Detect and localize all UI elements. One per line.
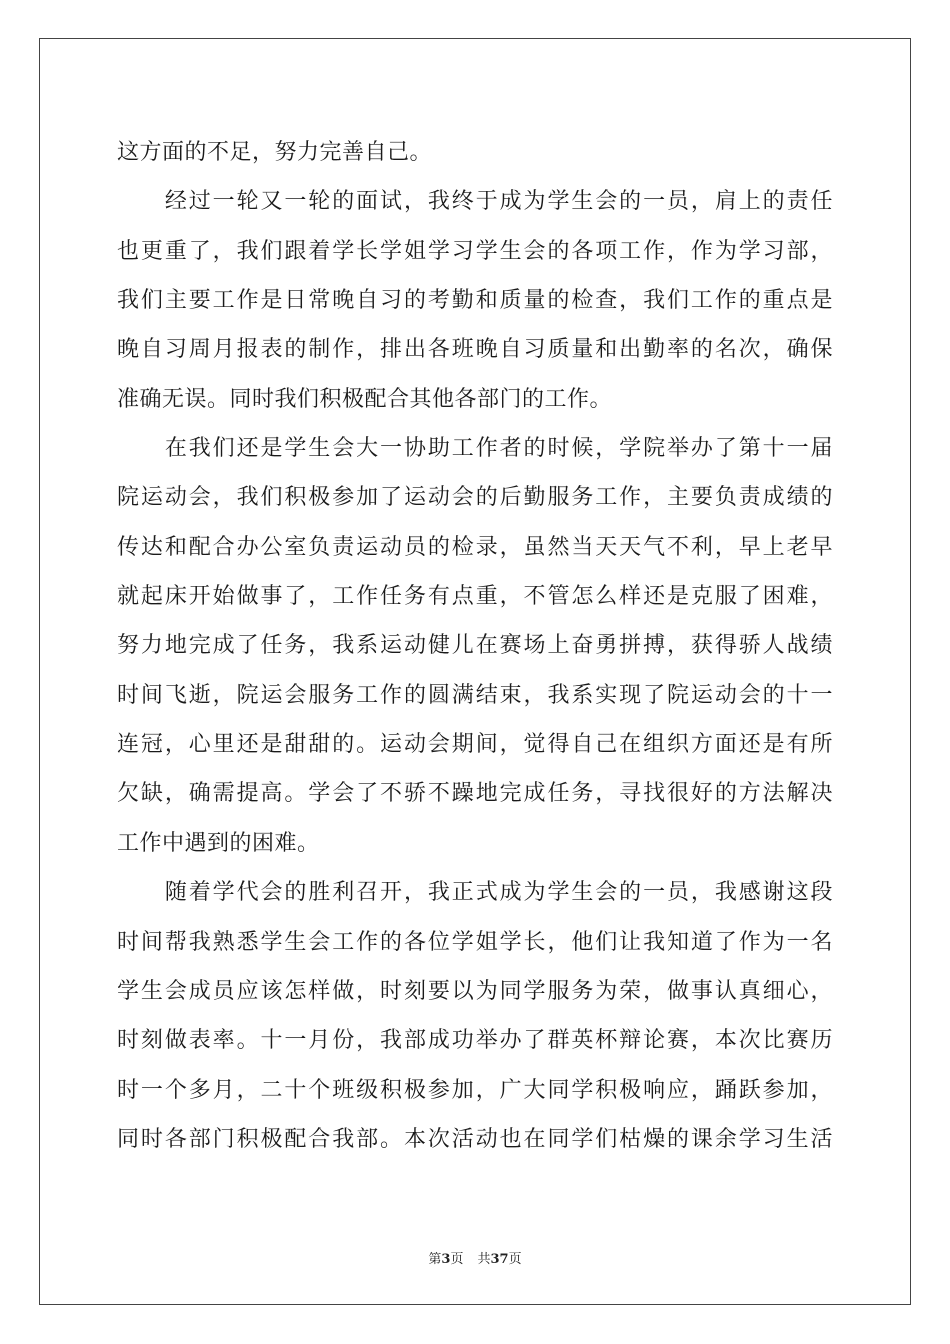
page-footer <box>0 1248 950 1267</box>
text-line: 我们主要工作是日常晚自习的考勤和质量的检查，我们工作的重点是 <box>117 288 833 314</box>
total-suffix: 页 <box>508 1252 522 1267</box>
text-line: 院运动会，我们积极参加了运动会的后勤服务工作，主要负责成绩的 <box>117 485 833 511</box>
total-prefix: 共 <box>477 1252 491 1267</box>
text-line: 这方面的不足，努力完善自己。 <box>117 140 433 165</box>
document-body <box>117 128 833 1164</box>
text-line: 时刻做表率。十一月份，我部成功举办了群英杯辩论赛，本次比赛历 <box>117 1028 833 1054</box>
text-line: 也更重了，我们跟着学长学姐学习学生会的各项工作，作为学习部， <box>117 238 833 264</box>
text-line: 时间飞逝，院运会服务工作的圆满结束，我系实现了院运动会的十一 <box>117 682 833 708</box>
text-line: 工作中遇到的困难。 <box>117 830 320 856</box>
text-line: 随着学代会的胜利召开，我正式成为学生会的一员，我感谢这段 <box>117 880 833 906</box>
text-line: 经过一轮又一轮的面试，我终于成为学生会的一员，肩上的责任 <box>117 189 833 215</box>
text-line: 努力地完成了任务，我系运动健儿在赛场上奋勇拼搏，获得骄人战绩 <box>117 633 833 659</box>
text-line: 就起床开始做事了，工作任务有点重，不管怎么样还是克服了困难， <box>117 584 833 610</box>
text-line: 时间帮我熟悉学生会工作的各位学姐学长，他们让我知道了作为一名 <box>117 929 833 955</box>
page-suffix: 页 <box>450 1252 464 1267</box>
text-line: 时一个多月，二十个班级积极参加，广大同学积极响应，踊跃参加， <box>117 1077 833 1103</box>
text-line: 在我们还是学生会大一协助工作者的时候，学院举办了第十一届 <box>117 436 833 462</box>
text-line: 学生会成员应该怎样做，时刻要以为同学服务为荣，做事认真细心， <box>117 978 833 1004</box>
text-line: 连冠，心里还是甜甜的。运动会期间，觉得自己在组织方面还是有所 <box>117 732 833 758</box>
text-line: 晚自习周月报表的制作，排出各班晚自习质量和出勤率的名次，确保 <box>117 337 833 363</box>
total-pages: 37 <box>490 1252 509 1267</box>
text-line: 准确无误。同时我们积极配合其他各部门的工作。 <box>117 386 613 412</box>
page-number: 3 <box>441 1252 451 1267</box>
text-line: 欠缺，确需提高。学会了不骄不躁地完成任务，寻找很好的方法解决 <box>117 781 833 807</box>
text-line: 同时各部门积极配合我部。本次活动也在同学们枯燥的课余学习生活 <box>117 1126 833 1152</box>
text-line: 传达和配合办公室负责运动员的检录，虽然当天天气不利，早上老早 <box>117 534 833 560</box>
page-prefix: 第 <box>428 1252 442 1267</box>
